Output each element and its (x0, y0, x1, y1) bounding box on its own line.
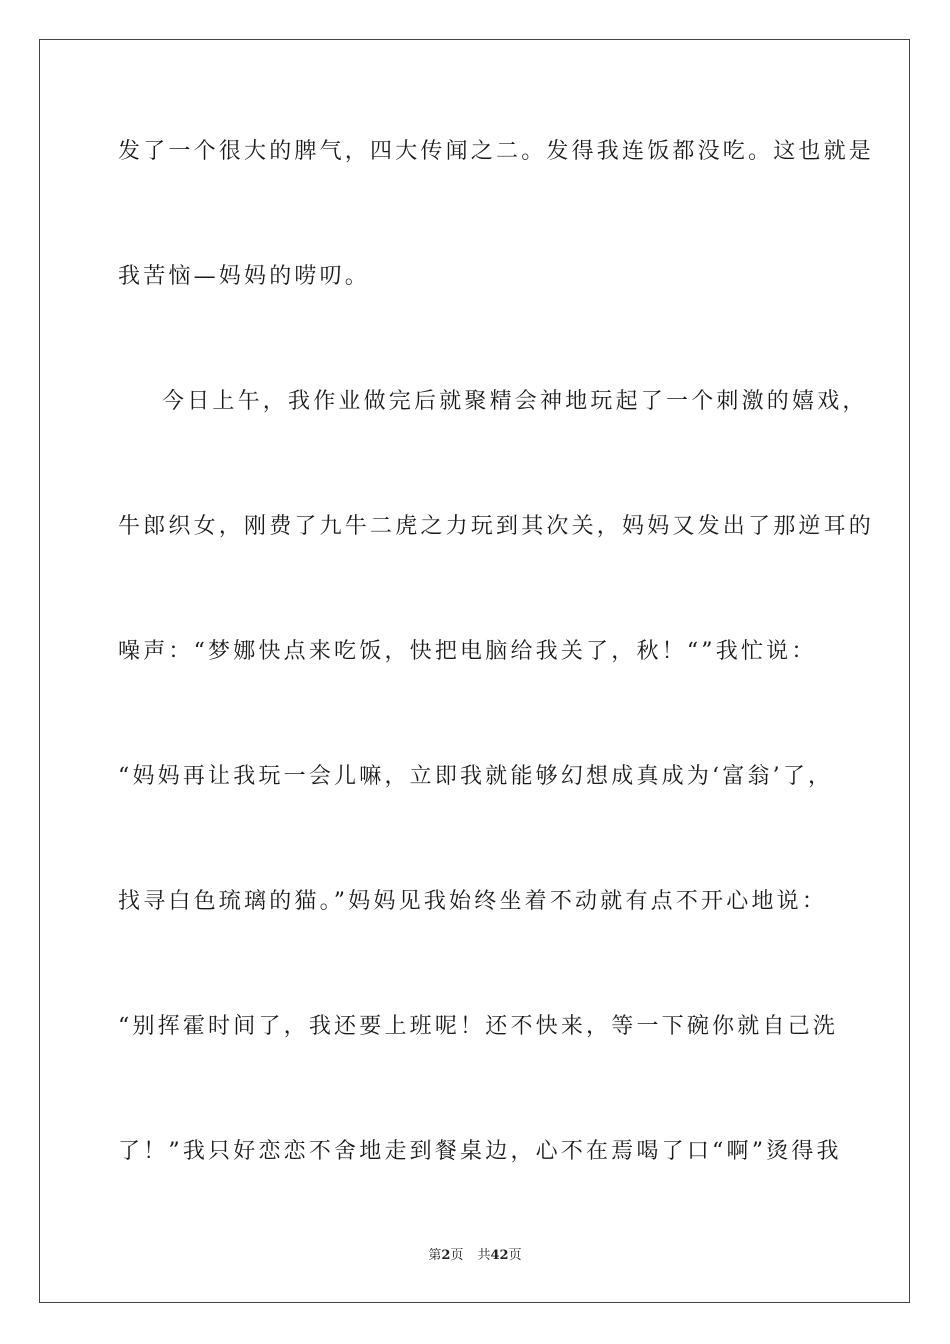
page-number: 2 (441, 1248, 451, 1263)
page-suffix: 页 (450, 1248, 464, 1263)
text-line-2: 我苦恼—妈妈的唠叨。 (118, 264, 371, 289)
text-line-9: 了！”我只好恋恋不舍地走到餐桌边，心不在焉喝了口“啊”烫得我 (118, 1139, 842, 1164)
total-prefix: 共 (477, 1248, 491, 1263)
text-line-5: 噪声：“梦娜快点来吃饭，快把电脑给我关了，秋！“”我忙说： (118, 639, 817, 664)
text-line-4: 牛郎织女，刚费了九牛二虎之力玩到其次关，妈妈又发出了那逆耳的 (118, 514, 875, 539)
text-line-1: 发了一个很大的脾气，四大传闻之二。发得我连饭都没吃。这也就是 (118, 139, 875, 164)
total-suffix: 页 (508, 1248, 522, 1263)
page-border (39, 39, 910, 1303)
page-footer (0, 1247, 950, 1265)
text-line-7: 找寻白色琉璃的猫。”妈妈见我始终坐着不动就有点不开心地说： (118, 889, 828, 914)
text-line-3-paragraph-start: 今日上午，我作业做完后就聚精会神地玩起了一个刺激的嬉戏， (162, 389, 868, 414)
page-prefix: 第 (428, 1248, 442, 1263)
total-pages: 42 (490, 1248, 509, 1263)
text-line-8: “别挥霍时间了，我还要上班呢！还不快来，等一下碗你就自己洗 (118, 1014, 839, 1039)
text-line-6: “妈妈再让我玩一会儿嘛，立即我就能够幻想成真成为‘富翁’了， (118, 764, 834, 789)
